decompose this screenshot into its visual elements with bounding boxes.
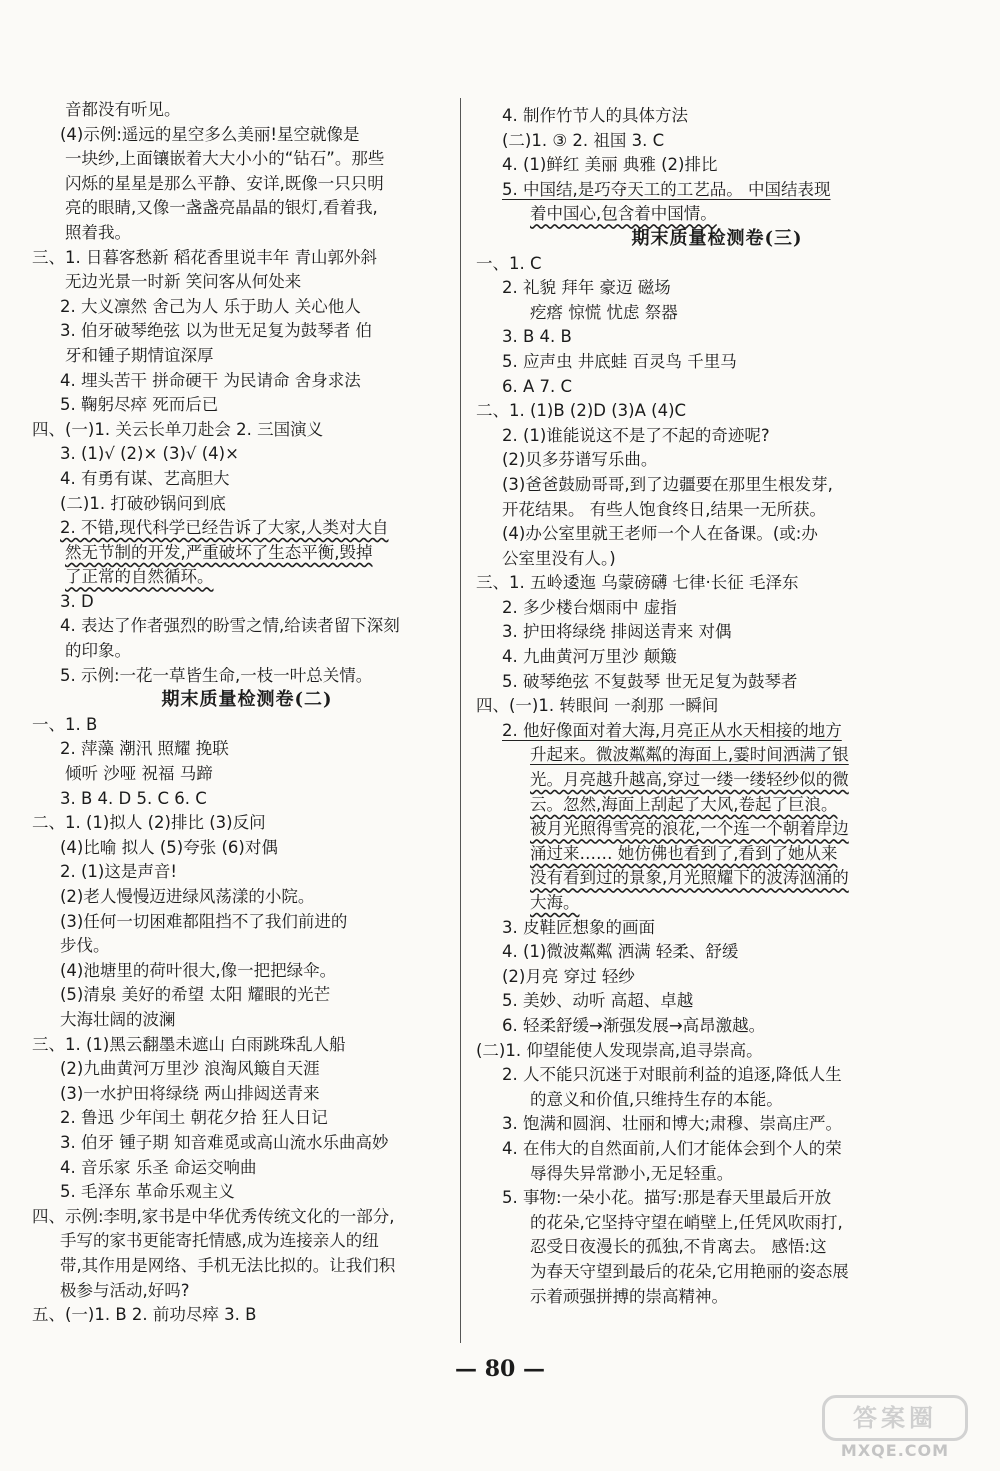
answer-line: 3. 饱满和圆润、壮丽和博大;肃穆、崇高庄严。 [502, 1114, 843, 1134]
answer-line: 2. 大义凛然 舍己为人 乐于助人 关心他人 [60, 296, 361, 316]
answer-line: 5. 事物:一朵小花。描写:那是春天里最后开放 [502, 1188, 832, 1208]
answer-line: 音都没有听见。 [65, 100, 181, 119]
answer-line: 4. 埋头苦干 拼命硬干 为民请命 舍身求法 [60, 370, 361, 390]
answer-line: 二、1. (1)拟人 (2)排比 (3)反问 [32, 813, 266, 833]
answer-line: (二)1. 仰望能使人发现崇高,追寻崇高。 [476, 1040, 763, 1060]
answer-line: 开花结果。 有些人饱食终日,结果一无所获。 [502, 499, 826, 519]
answer-line: (2)老人慢慢迈进绿风荡漾的小院。 [60, 887, 315, 906]
answer-line: 4. 有勇有谋、艺高胆大 [60, 468, 230, 488]
answer-line: 闪烁的星星是那么平静、安详,既像一只只明 [65, 173, 384, 193]
answer-line: 5. 示例:一花一草皆生命,一枝一叶总关情。 [60, 665, 373, 685]
answer-line: 涌过来…… 她仿佛也看到了,看到了她从来 [530, 843, 838, 863]
section-title: 期末质量检测卷(三) [631, 227, 803, 249]
answer-line: 辱得失异常渺小,无足轻重。 [530, 1163, 734, 1183]
answer-line: 步伐。 [60, 936, 110, 956]
right-column [476, 104, 932, 1309]
answer-line: 2. 礼貌 拜年 豪迈 磁场 [502, 278, 671, 298]
answer-line: 云。忽然,海面上刮起了大风,卷起了巨浪。 [530, 794, 838, 814]
answer-line: 了正常的自然循环。 [65, 567, 214, 587]
answer-line: 6. 轻柔舒缓→渐强发展→高昂激越。 [502, 1015, 766, 1035]
answer-line: 没有看到过的景象,月光照耀下的波涛汹涌的 [530, 868, 849, 888]
answer-line: 五、(一)1. B 2. 前功尽瘁 3. B [32, 1305, 257, 1325]
answer-line: 疙瘩 惊慌 忧虑 祭器 [530, 302, 678, 322]
answer-line: 三、1. 五岭逶迤 乌蒙磅礴 七律·长征 毛泽东 [476, 573, 799, 593]
answer-line: 4. 制作竹节人的具体方法 [502, 106, 688, 125]
answer-line: 升起来。微波粼粼的海面上,霎时间洒满了银 [530, 745, 849, 765]
answer-line: 4. 在伟大的自然面前,人们才能体会到个人的荣 [502, 1138, 842, 1158]
answer-line: 4. (1)微波粼粼 洒满 轻柔、舒缓 [502, 942, 739, 962]
answer-line: (5)清泉 美好的希望 太阳 耀眼的光芒 [60, 985, 331, 1005]
answer-line: 4. 九曲黄河万里沙 颠簸 [502, 647, 677, 667]
answer-line: 2. 多少楼台烟雨中 虚指 [502, 597, 677, 617]
answer-line: 二、1. (1)B (2)D (3)A (4)C [476, 401, 687, 421]
answer-line: 3. 伯牙 锺子期 知音难觅或高山流水乐曲高妙 [60, 1132, 389, 1152]
answer-line: 4. 表达了作者强烈的盼雪之情,给读者留下深刻 [60, 616, 400, 636]
answer-line: (4)办公室里就王老师一个人在备课。(或:办 [502, 524, 818, 544]
answer-line: 5. 中国结,是巧夺天工的工艺品。 中国结表现 [502, 179, 831, 199]
answer-line: (2)月亮 穿过 轻纱 [502, 966, 635, 986]
answer-line: 5. 美妙、动听 高超、卓越 [502, 991, 694, 1011]
answer-line: 被月光照得雪亮的浪花,一个连一个朝着岸边 [530, 819, 849, 839]
answer-line: 5. 应声虫 井底蛙 百灵鸟 千里马 [502, 351, 737, 371]
answer-line: 为春天守望到最后的花朵,它用艳丽的姿态展 [530, 1261, 849, 1281]
answer-line: 的印象。 [65, 641, 131, 661]
answer-line: (3)任何一切困难都阻挡不了我们前进的 [60, 911, 348, 931]
answer-line: 极参与活动,好吗? [60, 1280, 190, 1300]
answer-line: 着中国心,包含着中国情。 [530, 204, 717, 224]
answer-line: 4. 音乐家 乐圣 命运交响曲 [60, 1157, 257, 1177]
answer-line: 3. 皮鞋匠想象的画面 [502, 917, 655, 937]
answer-line: (二)1. ③ 2. 祖国 3. C [502, 130, 665, 150]
answer-line: 光。月亮越升越高,穿过一缕一缕轻纱似的微 [530, 770, 849, 790]
answer-line: 2. (1)这是声音! [60, 862, 177, 882]
answer-line: 一块纱,上面镶嵌着大大小小的“钻石”。那些 [65, 149, 385, 169]
answer-line: 示着顽强拼搏的崇高精神。 [530, 1286, 728, 1306]
answer-line: 一、1. C [476, 253, 542, 273]
left-column [32, 98, 462, 1328]
answer-line: 的花朵,它坚持守望在峭壁上,任凭风吹雨打, [530, 1212, 843, 1232]
answer-line: 手写的家书更能寄托情感,成为连接亲人的纽 [60, 1231, 379, 1251]
answer-line: 然无节制的开发,严重破坏了生态平衡,毁掉 [65, 542, 373, 562]
answer-line: 大海壮阔的波澜 [60, 1009, 176, 1029]
section-title: 期末质量检测卷(二) [161, 689, 333, 711]
watermark [820, 1395, 970, 1460]
answer-line: 公室里没有人。) [502, 548, 616, 568]
answer-line: 照着我。 [65, 222, 131, 242]
answer-line: 大海。 [530, 893, 580, 912]
answer-line: (2)贝多芬谱写乐曲。 [502, 450, 658, 470]
answer-line: 4. (1)鲜红 美丽 典雅 (2)排比 [502, 155, 718, 175]
answer-line: 3. (1)√ (2)× (3)√ (4)× [60, 444, 239, 464]
answer-line: 四、(一)1. 转眼间 一刹那 一瞬间 [476, 696, 719, 716]
answer-line: (4)比喻 拟人 (5)夸张 (6)对偶 [60, 837, 278, 857]
answer-line: 3. B 4. D 5. C 6. C [60, 788, 207, 808]
answer-line: (2)九曲黄河万里沙 浪淘风簸自天涯 [60, 1059, 320, 1079]
answer-line: 忍受日夜漫长的孤独,不肯离去。 感悟:这 [530, 1237, 827, 1257]
answer-line: 3. B 4. B [502, 327, 572, 347]
answer-line: 的意义和价值,只维持生存的本能。 [530, 1089, 783, 1109]
answer-line: (4)池塘里的荷叶很大,像一把把绿伞。 [60, 960, 337, 980]
answer-line: 带,其作用是网络、手机无法比拟的。让我们积 [60, 1255, 396, 1275]
answer-line: 倾听 沙哑 祝福 马蹄 [65, 764, 213, 784]
column-divider [460, 98, 461, 1343]
answer-line: 四、(一)1. 关云长单刀赴会 2. 三国演义 [32, 419, 324, 439]
answer-line: (3)爸爸鼓励哥哥,到了边疆要在那里生根发芽, [502, 474, 833, 494]
answer-line: 三、1. (1)黑云翻墨未遮山 白雨跳珠乱人船 [32, 1034, 346, 1054]
answer-line: 3. 伯牙破琴绝弦 以为世无足复为鼓琴者 伯 [60, 321, 372, 341]
answer-line: 一、1. B [32, 714, 98, 734]
answer-line: 亮的眼睛,又像一盏盏亮晶晶的银灯,看着我, [65, 198, 378, 218]
answer-line: 2. 不错,现代科学已经告诉了大家,人类对大自 [60, 518, 389, 538]
answer-line: 牙和锺子期情谊深厚 [65, 345, 214, 365]
answer-line: 6. A 7. C [502, 376, 573, 396]
answer-line: 2. (1)谁能说这不是了不起的奇迹呢? [502, 425, 770, 445]
answer-line: 2. 鲁迅 少年闰土 朝花夕拾 狂人日记 [60, 1108, 328, 1128]
answer-line: 2. 他好像面对着大海,月亮正从水天相接的地方 [502, 720, 842, 740]
answer-line: 四、示例:李明,家书是中华优秀传统文化的一部分, [32, 1206, 395, 1226]
answer-line: (4)示例:遥远的星空多么美丽!星空就像是 [60, 124, 360, 144]
answer-line: (3)一水护田将绿绕 两山排闼送青来 [60, 1083, 320, 1103]
answer-line: 3. D [60, 591, 94, 611]
watermark-url: MXQE.COM [840, 1441, 950, 1460]
answer-line: 5. 破琴绝弦 不复鼓琴 世无足复为鼓琴者 [502, 671, 798, 691]
answer-line: 2. 萍藻 潮汛 照耀 挽联 [60, 739, 229, 759]
answer-line: 5. 鞠躬尽瘁 死而后已 [60, 395, 219, 415]
answer-line: 三、1. 日暮客愁新 稻花香里说丰年 青山郭外斜 [32, 247, 377, 267]
answer-line: 3. 护田将绿绕 排闼送青来 对偶 [502, 622, 732, 642]
answer-line: 无边光景一时新 笑问客从何处来 [65, 272, 302, 292]
answer-line: 5. 毛泽东 革命乐观主义 [60, 1182, 235, 1202]
answer-line: (二)1. 打破砂锅问到底 [60, 493, 226, 513]
answer-line: 2. 人不能只沉迷于对眼前利益的追逐,降低人生 [502, 1065, 842, 1085]
page-number: — 80 — [455, 1356, 545, 1382]
watermark-logo: 答案圈 [822, 1395, 968, 1441]
